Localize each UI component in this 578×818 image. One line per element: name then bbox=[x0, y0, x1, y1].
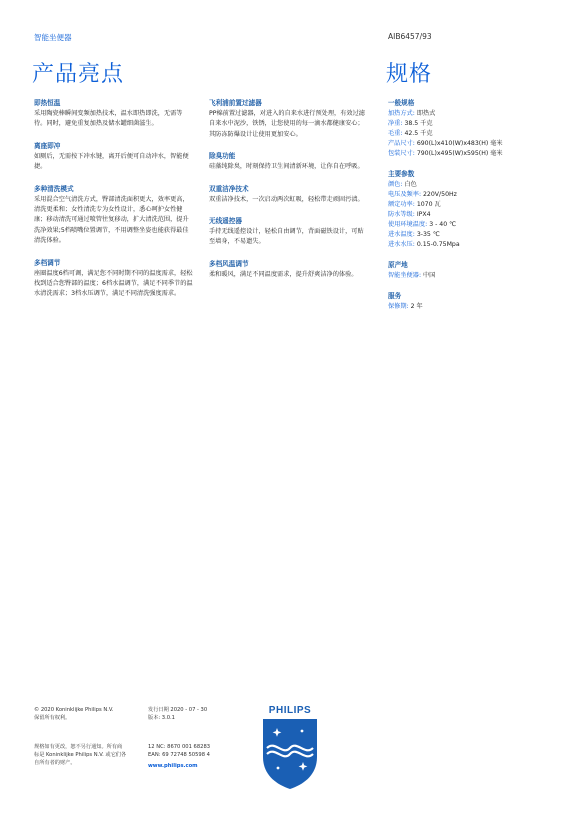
feature-block bbox=[209, 259, 369, 280]
spec-section-general bbox=[388, 98, 548, 159]
spec-value: 2 年 bbox=[410, 303, 423, 310]
spec-value: 790(L)x495(W)x595(H) 毫米 bbox=[416, 150, 503, 157]
spec-row: 额定功率: 1070 瓦 bbox=[388, 201, 441, 208]
features-column-1 bbox=[34, 98, 194, 311]
copyright-line: 保留所有权利。 bbox=[34, 715, 71, 722]
specs-column bbox=[388, 98, 548, 322]
feature-text: 如厕后，无需按下冲水键，离开后便可自动冲水，智能便捷。 bbox=[34, 152, 189, 171]
spec-row: 净重: 38.5 千克 bbox=[388, 120, 433, 127]
feature-title: 即热恒温 bbox=[34, 99, 61, 107]
spec-label: 保修期 bbox=[388, 303, 407, 310]
website-link[interactable]: www.philips.com bbox=[148, 763, 198, 770]
features-column-2 bbox=[209, 98, 369, 291]
feature-block bbox=[34, 141, 194, 173]
spec-row: 产品尺寸: 690(L)x410(W)x483(H) 毫米 bbox=[388, 140, 503, 147]
highlights-title: 产品亮点 bbox=[32, 62, 125, 87]
spec-row: 电压及频率: 220V/50Hz bbox=[388, 191, 457, 198]
feature-title: 多档风温调节 bbox=[209, 259, 249, 268]
notice-line: 规格如有更改，恕不另行通知。所有商 bbox=[34, 744, 123, 750]
spec-row: 智能坐便器: 中国 bbox=[388, 272, 436, 279]
spec-label: 净重 bbox=[388, 120, 401, 127]
spec-value: IPX4 bbox=[416, 211, 431, 218]
spec-label: 防水等级 bbox=[388, 211, 413, 218]
logo-wordmark: PHILIPS bbox=[268, 705, 312, 716]
spec-label: 额定功率 bbox=[388, 201, 413, 208]
spec-row: 保修期: 2 年 bbox=[388, 303, 423, 310]
feature-text: 采用混合空气清洗方式，臀部清洗面积更大，效率更高，清洗更柔和；女性清洗专为女性设计，悉心呵护女性健康；移动清洗可通过喷管往复移动，扩大清洗范围，提升洗净效果;5档喷嘴位置调节，不用调整坐姿也能获得最佳清洗体验。 bbox=[34, 195, 189, 245]
issue-date: 发行日期 2020 - 07 - 30 bbox=[148, 707, 208, 713]
notice-line: 标是 Koninklijke Philips N.V. 或它们各 bbox=[34, 752, 127, 759]
spec-value: 0.15-0.75Mpa bbox=[416, 241, 460, 248]
notice-line: 自所有者的财产。 bbox=[34, 760, 76, 767]
feature-block bbox=[34, 98, 194, 130]
feature-block bbox=[34, 258, 194, 300]
spec-value: 1070 瓦 bbox=[416, 201, 441, 208]
spec-value: 3 - 40 ℃ bbox=[429, 221, 457, 228]
feature-text: PP棉前置过滤器，对进入的自来水进行预处理，有效过滤自来水中泥沙，铁锈，让您使用的每一滴水都健康安心；其防冻防爆设计让使用更加安心。 bbox=[209, 110, 365, 138]
footer-codes bbox=[148, 743, 238, 771]
spec-section-service bbox=[388, 291, 548, 312]
spec-label: 使用环境温度 bbox=[388, 221, 426, 228]
feature-title: 飞利浦前置过滤器 bbox=[209, 99, 262, 107]
spec-row: 进水温度: 3-35 ℃ bbox=[388, 231, 440, 238]
footer-copyright bbox=[34, 706, 129, 722]
footer-notice bbox=[34, 743, 139, 768]
feature-block bbox=[34, 184, 194, 247]
feature-title: 双重洁净技术 bbox=[209, 184, 249, 193]
spec-section-main bbox=[388, 169, 548, 250]
spec-section-origin bbox=[388, 260, 548, 281]
spec-value: 42.5 千克 bbox=[404, 130, 433, 137]
feature-title: 除臭功能 bbox=[209, 152, 236, 161]
feature-text: 座圈温度6档可调，满足您不同时期不同的温度需求，轻松找到适合您臀部的温度；6档水温调节，满足不同季节的温水清洗需求；3档水压调节，满足不同清洗强度需求。 bbox=[34, 269, 193, 298]
nc-code: 12 NC: 8670 001 68283 bbox=[148, 744, 211, 750]
spec-label: 产品尺寸 bbox=[388, 140, 413, 147]
model-number: AIB6457/93 bbox=[388, 32, 432, 41]
feature-block bbox=[209, 98, 369, 140]
spec-section-title: 服务 bbox=[388, 292, 402, 300]
philips-logo bbox=[255, 702, 325, 790]
footer-issue bbox=[148, 706, 238, 722]
feature-block bbox=[209, 184, 369, 205]
feature-block bbox=[209, 151, 369, 172]
feature-title: 多档调节 bbox=[34, 258, 61, 267]
spec-row: 颜色: 白色 bbox=[388, 181, 417, 188]
spec-value: 3-35 ℃ bbox=[416, 231, 440, 238]
feature-title: 离座即冲 bbox=[34, 141, 61, 150]
philips-shield-icon bbox=[255, 702, 325, 790]
feature-text: 柔和暖风，满足不同温度需求，提升舒爽洁净的体验。 bbox=[209, 270, 358, 278]
spec-row: 毛重: 42.5 千克 bbox=[388, 130, 433, 137]
feature-text: 双重洁净技术，一次启动两次虹吸，轻松带走顽固污渍。 bbox=[209, 195, 364, 203]
product-category: 智能坐便器 bbox=[34, 33, 72, 42]
spec-row: 包装尺寸: 790(L)x495(W)x595(H) 毫米 bbox=[388, 150, 503, 157]
feature-title: 无线遥控器 bbox=[209, 217, 242, 226]
spec-row: 进水水压: 0.15-0.75Mpa bbox=[388, 241, 460, 248]
spec-label: 颜色 bbox=[388, 181, 401, 188]
spec-label: 智能坐便器 bbox=[388, 272, 419, 279]
copyright-line: © 2020 Koninklijke Philips N.V. bbox=[34, 707, 114, 713]
spec-value: 220V/50Hz bbox=[423, 191, 457, 198]
spec-section-title: 原产地 bbox=[388, 261, 408, 269]
spec-value: 即热式 bbox=[416, 110, 436, 117]
feature-title: 多种清洗模式 bbox=[34, 184, 74, 193]
spec-row: 加热方式: 即热式 bbox=[388, 110, 436, 117]
specs-title: 规格 bbox=[386, 62, 433, 87]
feature-block bbox=[209, 216, 369, 248]
spec-label: 毛重 bbox=[388, 130, 401, 137]
spec-label: 进水温度 bbox=[388, 231, 413, 238]
version: 版本: 3.0.1 bbox=[148, 715, 175, 722]
spec-section-title: 主要参数 bbox=[388, 170, 415, 178]
feature-text: 硅藻纯除臭，时刻保持卫生间清新环境，让你自在呼吸。 bbox=[209, 163, 364, 171]
spec-section-title: 一般规格 bbox=[388, 99, 415, 107]
feature-text: 采用陶瓷棒瞬间变频加热技术，温水即热即洗，无需等待。同时，避免重复加热及储水罐细菌滋生。 bbox=[34, 110, 183, 128]
spec-row: 防水等级: IPX4 bbox=[388, 211, 431, 218]
spec-label: 进水水压 bbox=[388, 241, 413, 248]
ean-code: EAN: 69 72748 50598 4 bbox=[148, 752, 210, 759]
feature-text: 手持无线遥控设计，轻松自由调节，背面磁铁设计，可贴至墙身，不易遗失。 bbox=[209, 228, 364, 246]
spec-value: 白色 bbox=[404, 181, 417, 188]
spec-row: 使用环境温度: 3 - 40 ℃ bbox=[388, 221, 457, 228]
spec-value: 690(L)x410(W)x483(H) 毫米 bbox=[416, 140, 503, 147]
spec-value: 中国 bbox=[423, 272, 436, 279]
spec-label: 电压及频率 bbox=[388, 191, 419, 198]
spec-label: 包装尺寸 bbox=[388, 150, 413, 157]
spec-label: 加热方式 bbox=[388, 110, 413, 117]
spec-value: 38.5 千克 bbox=[404, 120, 433, 127]
